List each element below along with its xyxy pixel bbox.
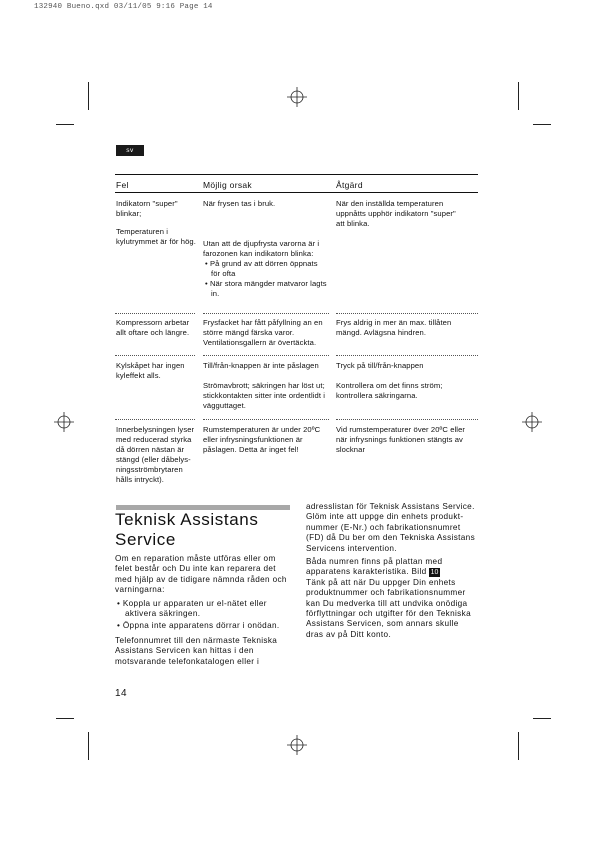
list-item: • Koppla ur apparaten ur el-nätet eller aktivera säkringen.: [117, 598, 267, 619]
section-title: Teknisk Assistans Service: [115, 510, 259, 549]
fel-text: Indikatorn "super" blinkar;: [116, 199, 178, 218]
registration-mark-icon: [287, 87, 307, 107]
atgard-text: Frys aldrig in mer än max. tillåten mängd. Avlägsna hindren.: [336, 318, 452, 337]
address-paragraph: adresslistan för Teknisk Assistans Service. Glöm inte att uppge din enhets produkt-nummer (E-Nr.) och fabrikationsnumret (FD) då Du ber om den Tekniska Assistans Servicens intervention.: [306, 502, 476, 553]
atgard-text: Tryck på till/från-knappen: [336, 361, 424, 370]
fel-text: Kylskåpet har ingen kyleffekt alls.: [116, 361, 185, 380]
fel-text: Temperaturen i kylutrymmet är för hög.: [116, 227, 196, 246]
orsak-text: Rumstemperaturen är under 20ºC eller infrysningsfunktionen är påslagen. Detta är inget fel!: [203, 425, 321, 454]
table-row: [116, 318, 198, 338]
registration-mark-icon: [54, 412, 74, 432]
tip-paragraph: Tänk på att när Du uppger Din enhets produktnummer och fabrikationsnummer kan Du medverka till att undvika onödiga förflyttningar och utgifter för den Tekniska Assistans Servicen, som annars skulle dras av på Ditt konto.: [306, 577, 471, 639]
registration-mark-icon: [522, 412, 542, 432]
list-item: • På grund av att dörren öppnats för ofta: [205, 259, 318, 278]
right-column-text: [306, 502, 478, 640]
language-badge: sv: [116, 145, 144, 156]
page-number: 14: [115, 688, 128, 699]
table-row: [116, 425, 198, 485]
figure-reference: 10: [430, 569, 439, 577]
table-row: [116, 361, 198, 381]
orsak-text: Utan att de djupfrysta varorna är i farozonen kan indikatorn blinka:: [203, 239, 320, 258]
figure-paragraph: Båda numren finns på plattan med apparatens karakteristika. Bild 10: [306, 557, 443, 577]
orsak-text: Strömavbrott; säkringen har löst ut; stickkontakten sitter inte ordentlidt i vägguttaget.: [203, 381, 326, 410]
orsak-text: När frysen tas i bruk.: [203, 199, 276, 208]
atgard-text: När den inställda temperaturen uppnåtts upphör indikatorn "super" att blinka.: [336, 199, 456, 228]
phone-paragraph: Telefonnumret till den närmaste Tekniska Assistans Servicen kan hittas i den motsvarande telefonkatalogen eller i: [115, 635, 278, 666]
list-item: • När stora mängder matvaror lagts in.: [205, 279, 327, 298]
left-column-text: [115, 554, 293, 667]
atgard-text: Vid rumstemperaturer över 20ºC eller när infrysnings funktionen stängts av slocknar: [336, 425, 466, 454]
orsak-text: Till/från-knappen är inte påslagen: [203, 361, 319, 370]
registration-mark-icon: [287, 735, 307, 755]
atgard-text: Kontrollera om det finns ström; kontrollera säkringarna.: [336, 381, 443, 400]
fel-text: Kompressorn arbetar allt oftare och längre.: [116, 318, 190, 337]
column-header-atgard: Åtgärd: [336, 180, 363, 190]
list-item: • Öppna inte apparatens dörrar i onödan.: [117, 621, 280, 631]
orsak-text: Frysfacket har fått påfyllning an en större mängd färska varor. Ventilationsgallern är övertäckta.: [203, 318, 323, 347]
intro-paragraph: Om en reparation måste utföras eller om felet består och Du inte kan reparera det med hjälp av de tidigare nämnda råden och varningarna:: [115, 554, 287, 595]
table-row: [116, 199, 196, 247]
print-slug: 132940 Bueno.qxd 03/11/05 9:16 Page 14: [34, 3, 213, 11]
fel-text: Innerbelysningen lyser med reducerad styrka då dörren nästan är stängd (eller dåbelys- ningsströmbrytaren hålls intryckt).: [116, 425, 195, 484]
column-header-orsak: Möjlig orsak: [203, 180, 252, 190]
column-header-fel: Fel: [116, 180, 129, 190]
